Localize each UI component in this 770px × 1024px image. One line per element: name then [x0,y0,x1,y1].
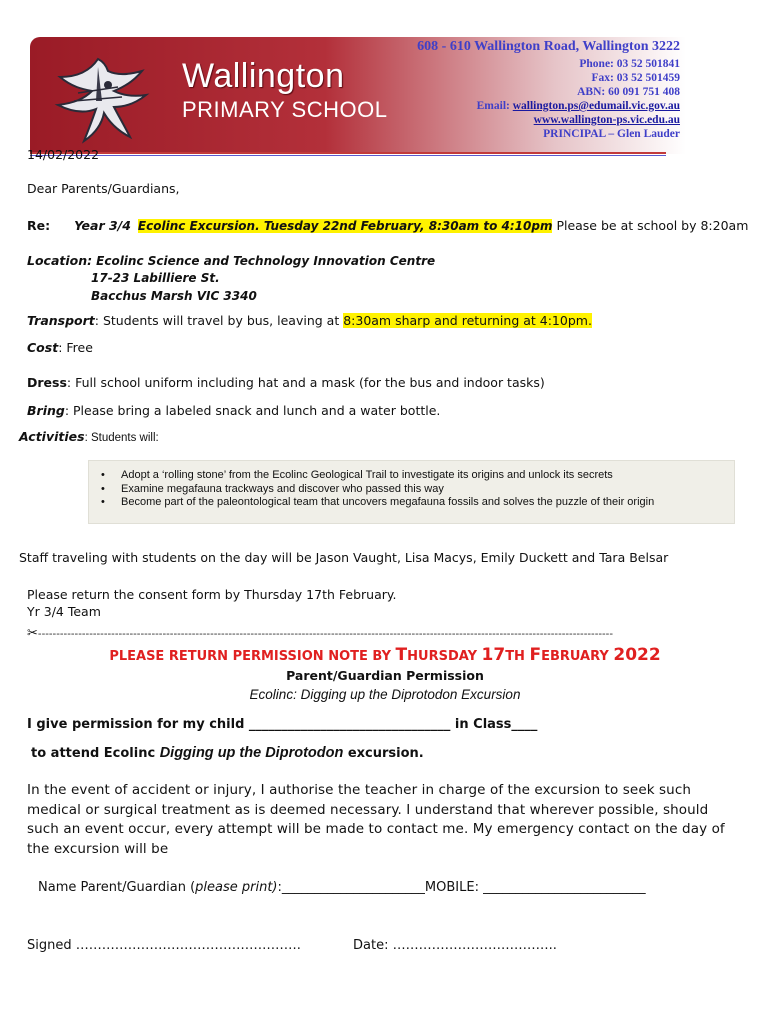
slip-subtitle: Parent/Guardian Permission [286,668,484,683]
location-label: Location: [27,253,93,268]
attend-suffix: excursion. [343,746,424,761]
staff-line: Staff traveling with students on the day will be Jason Vaught, Lisa Macys, Emily Duckett and Tara Belsar [19,550,669,565]
activities-line [19,429,159,444]
dress-text: : Full school uniform including hat and a mask (for the bus and indoor tasks) [66,375,545,390]
re-line [27,218,748,233]
activities-text: : Students will: [84,432,159,444]
re-highlight: Ecolinc Excursion. Tuesday 22nd February, 8:30am to 4:10pm [137,219,553,233]
dress-label: Dress [27,375,67,390]
mobile-label: MOBILE: _________________________ [424,880,646,895]
location-line-3: Bacchus Marsh VIC 3340 [91,289,257,303]
consent-paragraph: In the event of accident or injury, I authorise the teacher in charge of the excursion to seek such medical or surgical treatment as is deemed necessary. I understand that wherever possible, should such an event occur, every attempt will be made to contact me. My emergency contact on the day of the excursion will be [27,782,725,857]
attend-italic: Digging up the Diprotodon [159,745,344,761]
slip-title-hursday: HURSDAY [407,649,482,664]
slip-title-part1: PLEASE RETURN PERMISSION NOTE BY [109,649,396,664]
cost-label: Cost [27,340,59,355]
name-blank: :______________________ [277,880,425,895]
scissors-icon: ✂ [27,625,38,639]
school-phone: Phone: 03 52 501841 [579,58,680,70]
signed-line: Signed ……………………………………………. [27,938,301,953]
re-rest: Please be at school by 8:20am [556,218,749,233]
email-link[interactable]: wallington.ps@edumail.vic.gov.au [512,100,680,112]
transport-text: : Students will travel by bus, leaving at [94,313,340,328]
list-item: • Become part of the paleontological team that uncovers megafauna fossils and solves the puzzle of their origin [101,496,713,510]
dress-line [27,375,545,390]
re-year: Year 3/4 [74,218,131,233]
greeting: Dear Parents/Guardians, [27,181,180,196]
website-link[interactable]: www.wallington-ps.vic.edu.au [533,114,680,126]
transport-label: Transport [27,313,95,328]
list-item: • Adopt a ‘rolling stone’ from the Ecolinc Geological Trail to investigate its origins and unlock its secrets [101,469,713,483]
eagle-logo-icon [38,41,158,151]
principal-name: PRINCIPAL – Glen Lauder [543,128,680,140]
slip-title-th: TH [505,649,530,664]
bring-line [27,403,440,418]
name-line [38,880,646,895]
name-italic: please print) [195,880,278,895]
school-subtitle: PRIMARY SCHOOL [182,97,388,122]
transport-line [27,313,592,328]
slip-title-year: 2022 [613,645,661,665]
slip-title [0,645,770,665]
location-line-1: Ecolinc Science and Technology Innovation Centre [96,254,436,268]
cut-line [27,625,647,639]
school-website[interactable] [417,113,680,127]
slip-title-f: F [529,645,542,665]
location-line-2: 17-23 Labilliere St. [91,271,220,285]
letter-date: 14/02/2022 [27,147,100,162]
cost-text: : Free [58,340,93,355]
excursion-title: Ecolinc: Digging up the Diprotodon Excursion [249,687,521,702]
school-fax: Fax: 03 52 501459 [591,72,680,84]
activities-label: Activities [19,429,85,444]
activities-box [88,460,735,524]
return-note: Please return the consent form by Thursday 17th February. [27,587,397,602]
date-line: Date: ……………………………….. [353,938,557,953]
slip-title-ebruary: EBRUARY [541,649,614,664]
contact-block [417,39,680,141]
permission-line: I give permission for my child _______________________________ in Class____ [27,717,538,732]
attend-prefix: to attend Ecolinc [31,746,160,761]
school-email-line [417,99,680,113]
slip-title-t: T [395,645,408,665]
transport-highlight: 8:30am sharp and returning at 4:10pm. [343,313,592,328]
name-label: Name Parent/Guardian ( [38,880,196,895]
location-line [27,253,435,268]
signoff: Yr 3/4 Team [27,604,101,619]
header-divider-blue [30,155,666,156]
attend-line [31,745,424,761]
email-label: Email: [476,100,510,112]
bring-label: Bring [27,403,65,418]
cut-dashes: ------------------------------------------------------------------------------------------------------------------------------------------------------------- [37,628,614,639]
cost-line [27,340,93,355]
activities-list [89,461,734,510]
list-item: • Examine megafauna trackways and discover who passed this way [101,483,713,497]
school-name: Wallington [182,57,345,95]
slip-title-17: 17 [481,645,506,665]
header-divider-red [30,152,666,154]
re-label: Re: [27,218,51,233]
bring-text: : Please bring a labeled snack and lunch and a water bottle. [64,403,441,418]
school-abn: ABN: 60 091 751 408 [577,86,680,98]
school-address: 608 - 610 Wallington Road, Wallington 3222 [417,39,680,54]
